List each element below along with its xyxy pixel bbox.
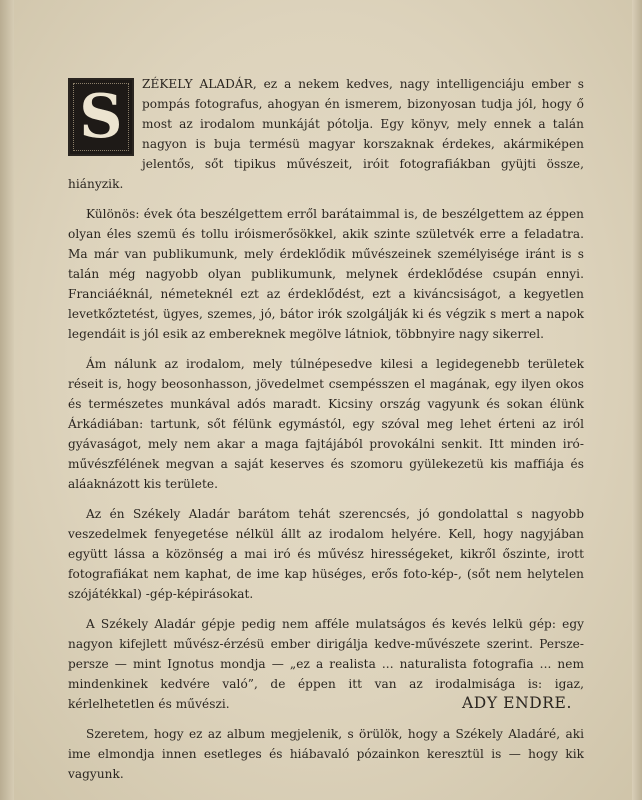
paragraph-4: Az én Székely Aladár barátom tehát szerencsés, jó gondolattal s nagyobb veszedelmek fenyegetése nélkül állt az irodalom helyére. Kell, hogy nagyjában együtt lássa a közönség a mai iró és művész hirességeket, kikről őszinte, irott fotografiákat nem kaphat, de ime kap hüséges, erős foto-kép-, (sőt nem helytelen szójátékkal) -gép-képirásokat. xyxy=(68,507,584,601)
essay-text xyxy=(68,74,584,794)
paragraph-3: Ám nálunk az irodalom, mely túlnépesedve kilesi a legidegenebb területek réseit is, hogy beosonhasson, jövedelmet csempésszen el magának, egy ilyen okos és természetes munkával adós maradt. Kicsiny ország vagyunk és sokan élünk Árkádiában: tartunk, sőt félünk egymástól, egy szóval meg lehet érteni az iról gyávaságot, mely nem akar a maga fajtájából provokálni senkit. Itt minden iró-művészfélének megvan a saját keserves és szomoru gyülekezetü kis maffiája és aláaknázott kis területe. xyxy=(68,357,584,491)
paragraph-1: ZÉKELY ALADÁR, ez a nekem kedves, nagy intelligenciáju ember s pompás fotografus, ahogyan én ismerem, bizonyosan tudja jól, hogy ő most az irodalom munkáját pótolja. Egy könyv, mely ennek a talán nagyon is buja termésü magyar korszaknak érdekes, akármiképen jelentős, sőt tipikus művészeit, iróit fotografiákban gyüjti össze, hiányzik. xyxy=(68,77,584,191)
page-edge-right xyxy=(632,0,642,800)
author-signature: ADY ENDRE. xyxy=(462,694,572,712)
ornamental-dropcap xyxy=(68,78,134,156)
dropcap-letter: S xyxy=(79,82,123,152)
page-edge-left xyxy=(0,0,14,800)
paragraph-5: A Székely Aladár gépje pedig nem afféle mulatságos és kevés lelkü gép: egy nagyon kifejlett művész-érzésü ember dirigálja kedve-művészete szerint. Persze-persze — mint Ignotus mondja — „ez a realista ... naturalista fotografia ... nem mindenkinek kedvére való”, de éppen itt van az irodalmisága is: igaz, kérlelhetetlen és művészi. xyxy=(68,617,584,711)
paragraph-2: Különös: évek óta beszélgettem erről barátaimmal is, de beszélgettem az éppen olyan éles szemü és tollu iróismerősökkel, akik szinte születvék erre a feladatra. Ma már van publikumunk, mely érdeklődik művészeinek személyisége iránt is s talán még nagyobb olyan publikumunk, melynek érdeklődése csupán ennyi. Franciáéknál, németeknél ezt az érdeklődést, ezt a kiváncsiságot, a kegyetlen levetkőztetést, ügyes, szemes, jó, bátor irók szolgálják ki és végzik s mert a napok legendáit is jól esik az embereknek megölve látniok, többnyire nagy sikerrel. xyxy=(68,207,584,341)
paragraph-6: Szeretem, hogy ez az album megjelenik, s örülök, hogy a Székely Aladáré, aki ime elmondja innen esetleges és hiábavaló pózainkon keresztül is — hogy kik vagyunk. xyxy=(68,727,584,781)
